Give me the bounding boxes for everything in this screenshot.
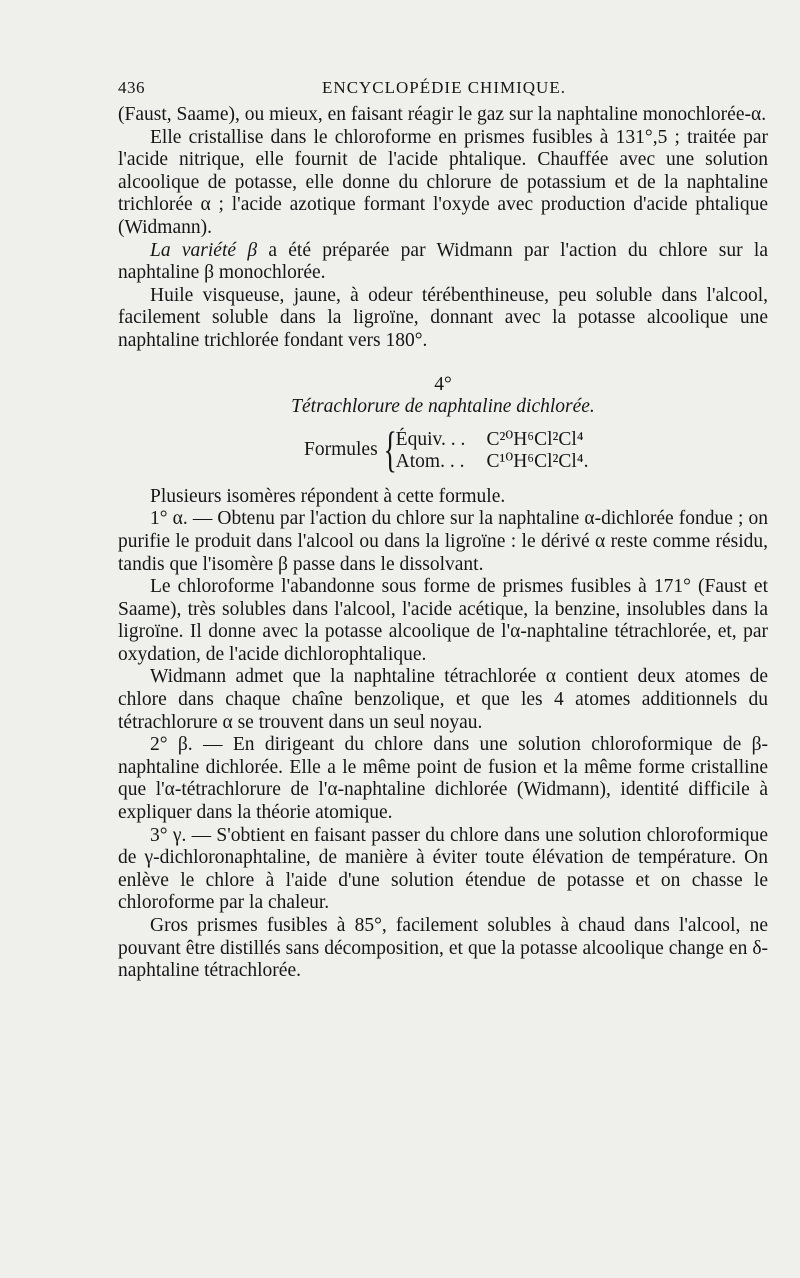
page-number: 436 (118, 78, 145, 97)
formula-equiv-row (396, 429, 589, 451)
brace-glyph: { (383, 420, 397, 477)
paragraph: 2° β. — En dirigeant du chlore dans une solution chloroformique de β-naphtaline dichlorée. Elle a le même point de fusion et la même forme cristalline que l'α-tétrachlorure de l'α-naphtaline dichlorée (Widmann), identité difficile à expliquer dans la théorie atomique. (118, 734, 768, 824)
paragraph: Le chloroforme l'abandonne sous forme de prismes fusibles à 171° (Faust et Saame), très solubles dans l'alcool, l'acide acétique, la benzine, insolubles dans la ligroïne. Il donne avec la potasse alcoolique de l'α-naphtaline tétrachlorée, et, par oxydation, de l'acide dichlorophtalique. (118, 576, 768, 665)
paragraph: Widmann admet que la naphtaline tétrachlorée α contient deux atomes de chlore dans chaque chaîne benzolique, et que les 4 atomes additionnels du tétrachlorure α se trouvent dans un seul noyau. (118, 666, 768, 733)
section-title: Tétrachlorure de naphtaline dichlorée. (291, 396, 595, 418)
running-header (118, 78, 770, 102)
formula-rows (396, 429, 589, 473)
formula-atom-value: C¹⁰H⁶Cl²Cl⁴. (486, 450, 589, 472)
formula-atom-row (396, 451, 589, 473)
paragraph: Elle cristallise dans le chloroforme en prismes fusibles à 131°,5 ; traitée par l'acide nitrique, elle fournit de l'acide phtalique. Chauffée avec une solution alcoolique de potasse, elle donne du chlorure de potassium et de la naphtaline trichlorée α ; l'acide azotique formant l'oxyde avec production d'acide phtalique (Widmann). (118, 126, 768, 238)
running-title: ENCYCLOPÉDIE CHIMIQUE. (322, 78, 566, 97)
formula-equiv-label: Équiv. . . (395, 428, 466, 450)
formula-block (304, 420, 768, 477)
paragraph: Gros prismes fusibles à 85°, facilement solubles à chaud dans l'alcool, ne pouvant être distillés sans décomposition, et que la potasse alcoolique change en δ-naphtaline tétrachlorée. (118, 915, 768, 982)
formula-equiv-value: C²⁰H⁶Cl²Cl⁴ (486, 428, 584, 450)
paragraph: 1° α. — Obtenu par l'action du chlore sur la naphtaline α-dichlorée fondue ; on purifie le produit dans l'alcool ou dans la ligroïne : le dérivé α reste comme résidu, tandis que l'isomère β passe dans le dissolvant. (118, 508, 768, 575)
paragraph: (Faust, Saame), ou mieux, en faisant réagir le gaz sur la naphtaline monochlorée-α. (118, 104, 767, 125)
paragraph: Huile visqueuse, jaune, à odeur térébenthineuse, peu soluble dans l'alcool, facilement soluble dans la ligroïne, donnant avec la potasse alcoolique une naphtaline trichlorée fondant vers 180°. (118, 284, 768, 351)
paragraph: 3° γ. — S'obtient en faisant passer du chlore dans une solution chloroformique de γ-dichloronaphtaline, de manière à éviter toute élévation de température. On enlève le chlore à l'aide d'une solution étendue de potasse et on chasse le chloroforme par la chaleur. (118, 824, 768, 914)
paragraph-text: a été préparée par Widmann par l'action du chlore sur la naphtaline β monochlorée. (118, 239, 768, 284)
paragraph (118, 240, 768, 285)
page-body (118, 104, 768, 983)
paragraph: Plusieurs isomères répondent à cette formule. (150, 485, 506, 507)
section-number: 4° (434, 373, 452, 395)
italic-term: La variété β (150, 239, 258, 261)
formula-atom-label: Atom. . . (395, 450, 465, 472)
formula-label: Formules (304, 439, 378, 461)
